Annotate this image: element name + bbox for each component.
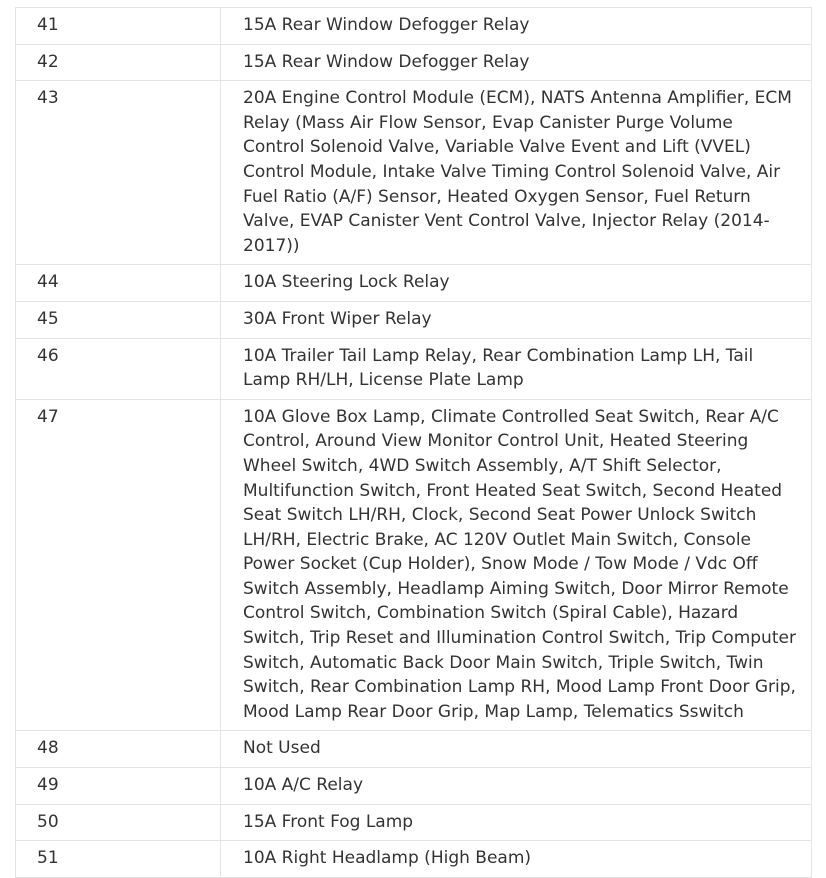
fuse-description-cell: 10A Steering Lock Relay: [221, 265, 812, 302]
table-row: [16, 301, 812, 338]
table-row: [16, 338, 812, 399]
table-row: [16, 841, 812, 878]
fuse-number-cell: 45: [16, 301, 221, 338]
table-row: [16, 44, 812, 81]
fuse-number-cell: 49: [16, 768, 221, 805]
fuse-table-body: [16, 8, 812, 878]
fuse-number-cell: 41: [16, 8, 221, 45]
table-row: [16, 81, 812, 265]
fuse-description-cell: 15A Front Fog Lamp: [221, 804, 812, 841]
fuse-number-cell: 51: [16, 841, 221, 878]
table-row: [16, 731, 812, 768]
table-row: [16, 265, 812, 302]
table-row: [16, 399, 812, 731]
fuse-number-cell: 50: [16, 804, 221, 841]
fuse-description-cell: 15A Rear Window Defogger Relay: [221, 44, 812, 81]
fuse-number-cell: 44: [16, 265, 221, 302]
fuse-description-cell: 10A Glove Box Lamp, Climate Controlled Seat Switch, Rear A/C Control, Around View Monitor Control Unit, Heated Steering Wheel Switch, 4WD Switch Assembly, A/T Shift Selector, Multifunction Switch, Front Heated Seat Switch, Second Heated Seat Switch LH/RH, Clock, Second Seat Power Unlock Switch LH/RH, Electric Brake, AC 120V Outlet Main Switch, Console Power Socket (Cup Holder), Snow Mode / Tow Mode / Vdc Off Switch Assembly, Headlamp Aiming Switch, Door Mirror Remote Control Switch, Combination Switch (Spiral Cable), Hazard Switch, Trip Reset and Illumination Control Switch, Trip Computer Switch, Automatic Back Door Main Switch, Triple Switch, Twin Switch, Rear Combination Lamp RH, Mood Lamp Front Door Grip, Mood Lamp Rear Door Grip, Map Lamp, Telematics Sswitch: [221, 399, 812, 731]
fuse-number-cell: 46: [16, 338, 221, 399]
fuse-number-cell: 43: [16, 81, 221, 265]
table-row: [16, 8, 812, 45]
table-row: [16, 804, 812, 841]
fuse-number-cell: 42: [16, 44, 221, 81]
fuse-description-cell: Not Used: [221, 731, 812, 768]
fuse-description-cell: 10A A/C Relay: [221, 768, 812, 805]
fuse-description-cell: 10A Right Headlamp (High Beam): [221, 841, 812, 878]
fuse-description-cell: 20A Engine Control Module (ECM), NATS Antenna Amplifier, ECM Relay (Mass Air Flow Sensor, Evap Canister Purge Volume Control Solenoid Valve, Variable Valve Event and Lift (VVEL) Control Module, Intake Valve Timing Control Solenoid Valve, Air Fuel Ratio (A/F) Sensor, Heated Oxygen Sensor, Fuel Return Valve, EVAP Canister Vent Control Valve, Injector Relay (2014-2017)): [221, 81, 812, 265]
fuse-description-cell: 15A Rear Window Defogger Relay: [221, 8, 812, 45]
fuse-number-cell: 47: [16, 399, 221, 731]
fuse-description-cell: 30A Front Wiper Relay: [221, 301, 812, 338]
fuse-description-cell: 10A Trailer Tail Lamp Relay, Rear Combination Lamp LH, Tail Lamp RH/LH, License Plate Lamp: [221, 338, 812, 399]
fuse-number-cell: 48: [16, 731, 221, 768]
table-row: [16, 768, 812, 805]
fuse-table: [15, 7, 812, 878]
